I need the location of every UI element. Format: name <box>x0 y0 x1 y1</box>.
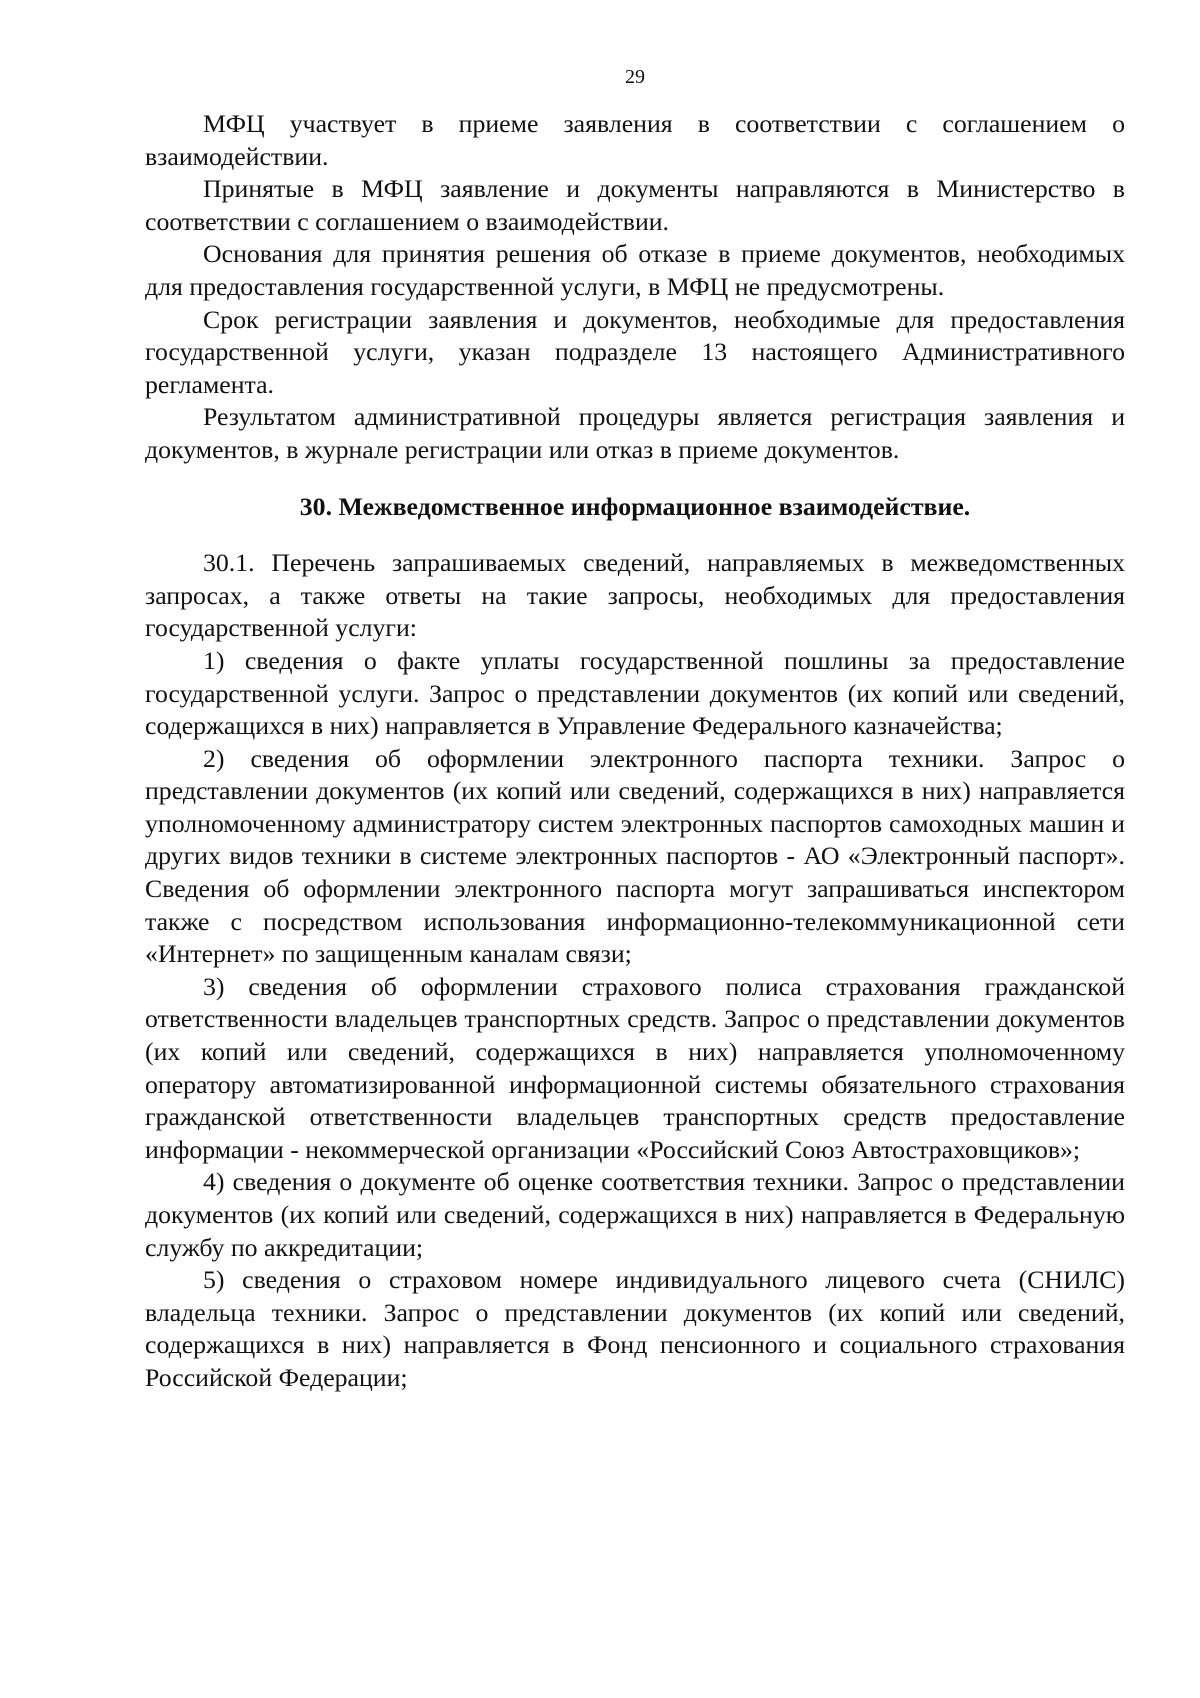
document-page <box>145 66 1125 1395</box>
paragraph-mfc-participation: МФЦ участвует в приеме заявления в соответствии с соглашением о взаимодействии. <box>145 109 1125 171</box>
paragraph-refusal-grounds: Основания для принятия решения об отказе в приеме документов, необходимых для предоставления государственной услуги, в МФЦ не предусмотрены. <box>145 239 1125 301</box>
paragraph-registration-term: Срок регистрации заявления и документов, необходимые для предоставления государственной услуги, указан подразделе 13 настоящего Административного регламента. <box>145 304 1125 399</box>
paragraph-documents-forwarded: Принятые в МФЦ заявление и документы направляются в Министерство в соответствии с соглашением о взаимодействии. <box>145 174 1125 236</box>
list-item-3: 3) сведения об оформлении страхового полиса страхования гражданской ответственности владельцев транспортных средств. Запрос о представлении документов (их копий или сведений, содержащихся в них) направляется уполномоченному оператору автоматизированной информационной системы обязательного страхования гражданской ответственности владельцев транспортных средств предоставление информации - некоммерческой организации «Российский Союз Автостраховщиков»; <box>145 971 1125 1164</box>
list-item-1: 1) сведения о факте уплаты государственной пошлины за предоставление государственной услуги. Запрос о представлении документов (их копий или сведений, содержащихся в них) направляется в Управление Федерального казначейства; <box>145 645 1125 741</box>
page-number: 29 <box>625 66 645 88</box>
list-item-5: 5) сведения о страховом номере индивидуального лицевого счета (СНИЛС) владельца техники. Запрос о представлении документов (их копий или сведений, содержащихся в них) направляется в Фонд пенсионного и социального страхования Российской Федерации; <box>145 1265 1125 1392</box>
paragraph-30-1: 30.1. Перечень запрашиваемых сведений, направляемых в межведомственных запросах, а также ответы на такие запросы, необходимых для предоставления государственной услуги: <box>145 548 1125 643</box>
section-heading: 30. Межведомственное информационное взаимодействие. <box>299 491 971 521</box>
list-item-4: 4) сведения о документе об оценке соответствия техники. Запрос о представлении документов (их копий или сведений, содержащихся в них) направляется в Федеральную службу по аккредитации; <box>145 1167 1125 1262</box>
list-item-2: 2) сведения об оформлении электронного паспорта техники. Запрос о представлении документов (их копий или сведений, содержащихся в них) направляется уполномоченному администратору систем электронных паспортов самоходных машин и других видов техники в системе электронных паспортов - АО «Электронный паспорт». Сведения об оформлении электронного паспорта могут запрашиваться инспектором также с посредством использования информационно-телекоммуникационной сети «Интернет» по защищенным каналам связи; <box>145 743 1125 969</box>
paragraph-procedure-result: Результатом административной процедуры является регистрация заявления и документов, в журнале регистрации или отказ в приеме документов. <box>145 402 1125 464</box>
